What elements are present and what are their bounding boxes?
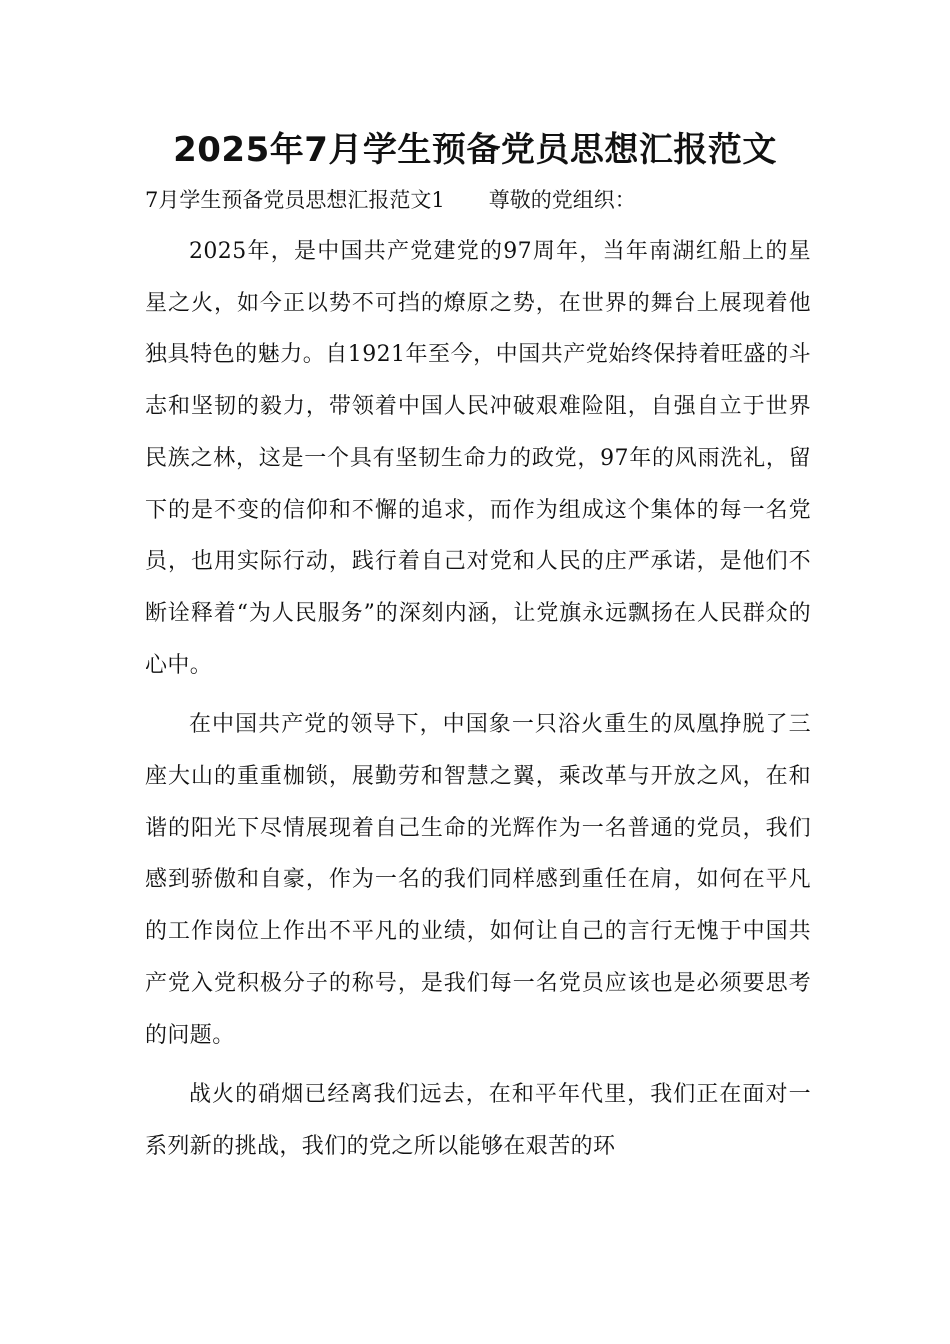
document-title: 2025年7月学生预备党员思想汇报范文 [173,130,777,170]
paragraph: 战火的硝烟已经离我们远去，在和平年代里，我们正在面对一系列新的挑战，我们的党之所以能够在艰苦的环 [145,1082,811,1159]
document-body [145,226,811,1181]
paragraph: 在中国共产党的领导下，中国象一只浴火重生的凤凰挣脱了三座大山的重重枷锁，展勤劳和智慧之翼，乘改革与开放之风，在和谐的阳光下尽情展现着自己生命的光辉作为一名普通的党员，我们感到骄傲和自豪，作为一名的我们同样感到重任在肩，如何在平凡的工作岗位上作出不平凡的业绩，如何让自己的言行无愧于中国共产党入党积极分子的称号，是我们每一名党员应该也是必须要思考的问题。 [145,712,811,1048]
subtitle-row [145,178,815,222]
document-subtitle: 7月学生预备党员思想汇报范文1 [145,188,445,212]
salutation: 尊敬的党组织： [488,188,636,212]
paragraph: 2025年，是中国共产党建党的97周年，当年南湖红船上的星星之火，如今正以势不可挡的燎原之势，在世界的舞台上展现着他独具特色的魅力。自1921年至今，中国共产党始终保持着旺盛的斗志和坚韧的毅力，带领着中国人民冲破艰难险阻，自强自立于世界民族之林，这是一个具有坚韧生命力的政党，97年的风雨洗礼，留下的是不变的信仰和不懈的追求，而作为组成这个集体的每一名党员，也用实际行动，践行着自己对党和人民的庄严承诺，是他们不断诠释着“为人民服务”的深刻内涵，让党旗永远飘扬在人民群众的心中。 [145,239,811,678]
